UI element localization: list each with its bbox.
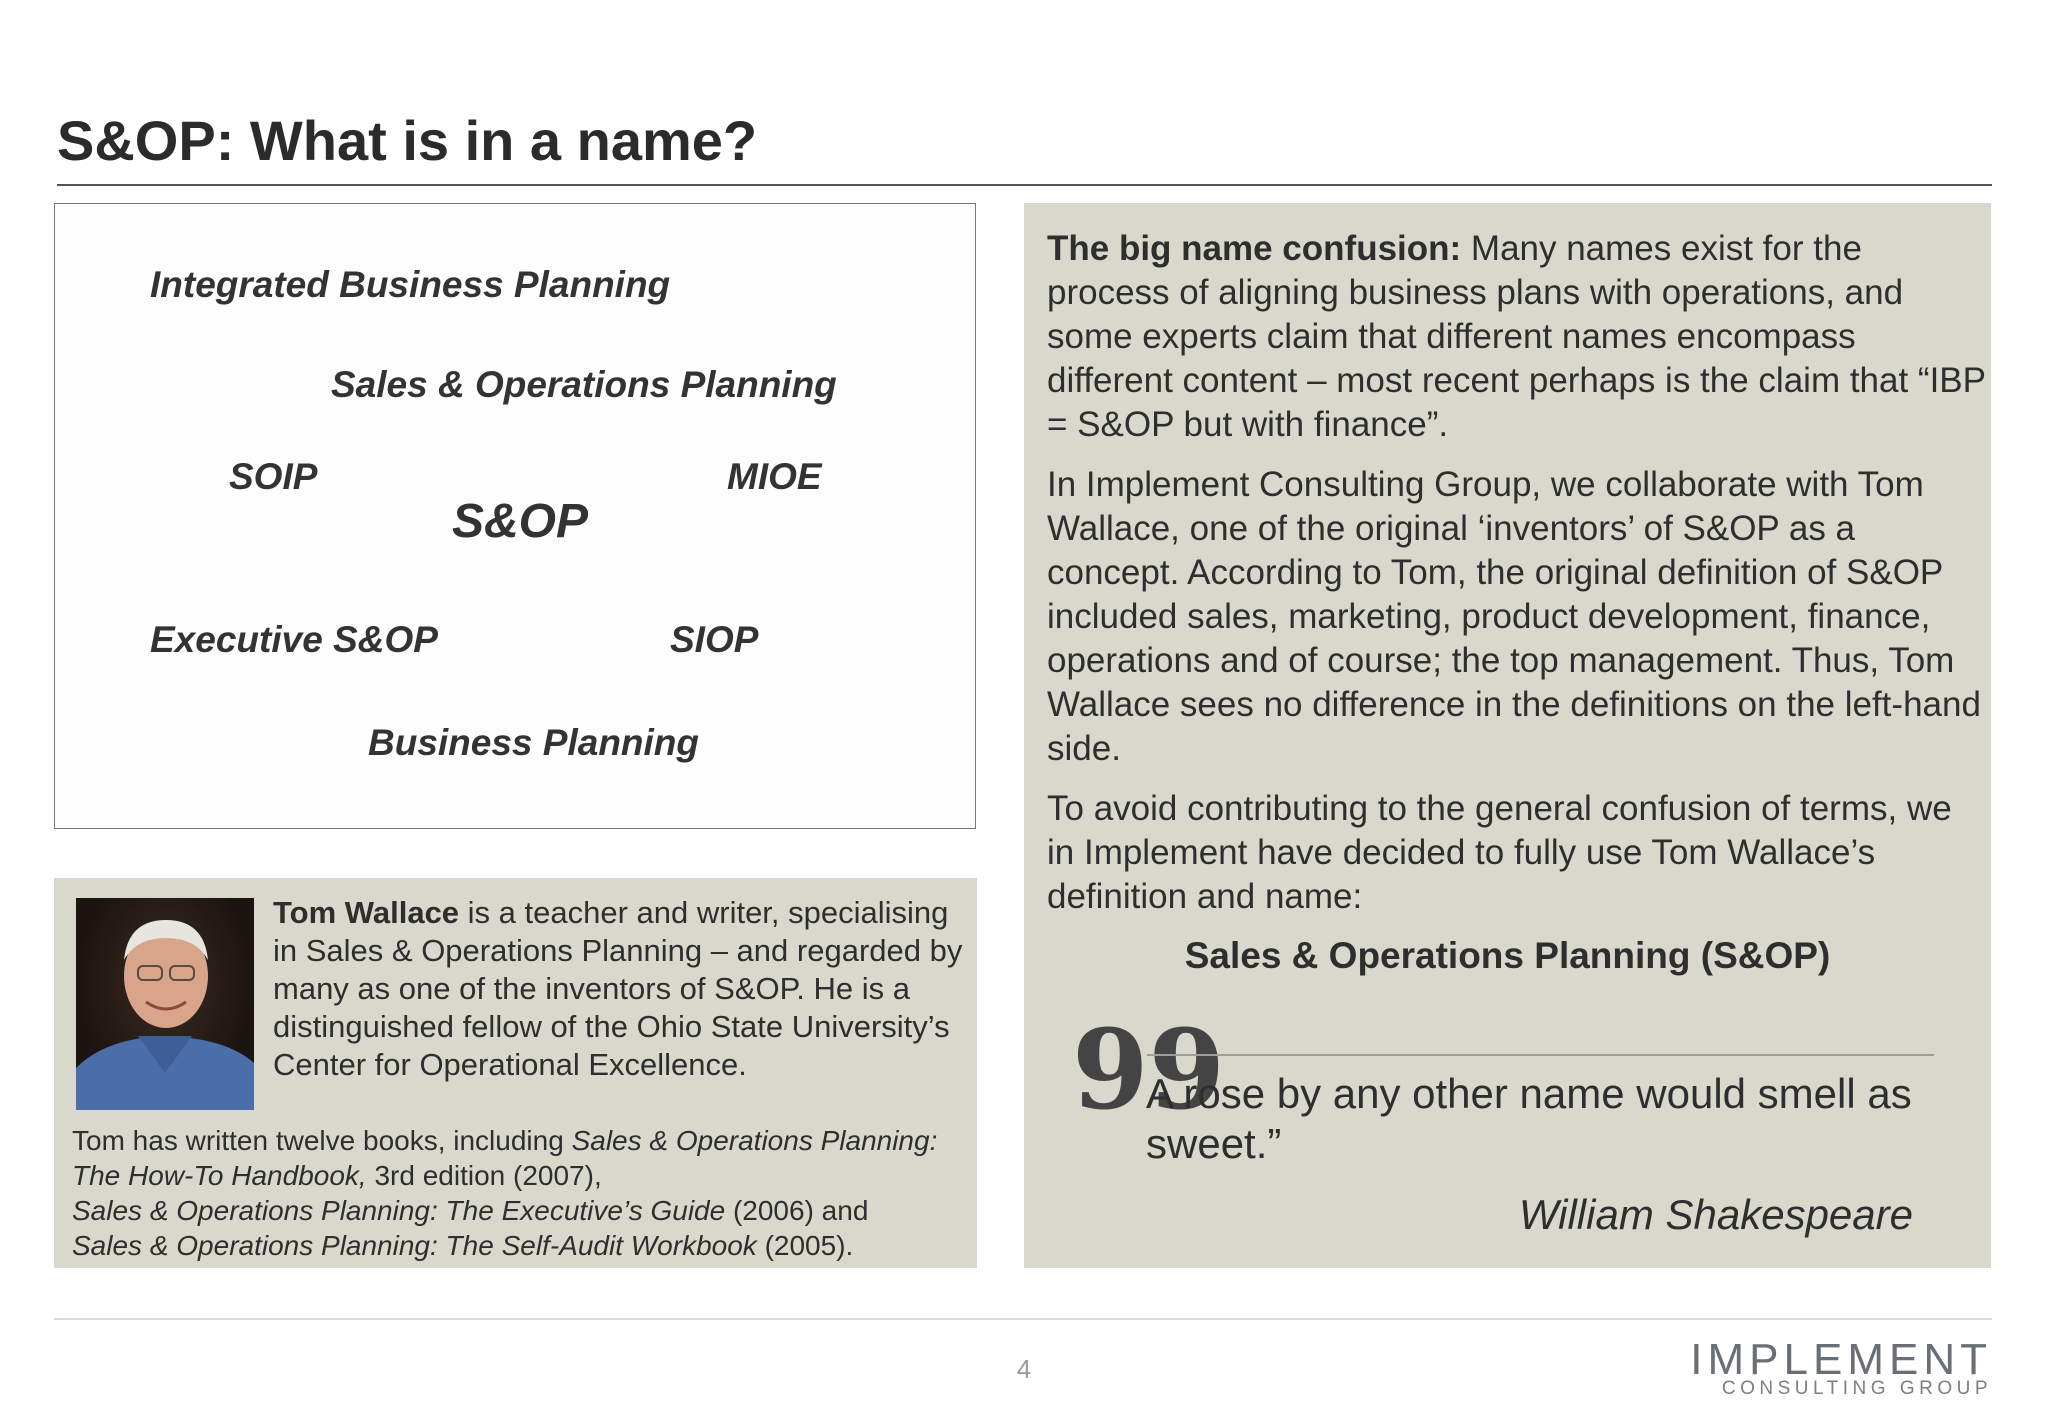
term-siop: SIOP	[670, 619, 759, 660]
paragraph-decision: To avoid contributing to the general confusion of terms, we in Implement have decided to fully use Tom Wallace’s definition and name:	[1047, 789, 1952, 916]
paragraph-collaboration: In Implement Consulting Group, we collaborate with Tom Wallace, one of the original ‘inventors’ of S&OP as a concept. According to Tom, the original definition of S&OP included sales, marketing, product development, finance, operations and of course; the top management. Thus, Tom Wallace sees no difference in the definitions on the left-hand side.	[1047, 465, 1981, 768]
bio-text: is a teacher and writer, specialising in Sales & Operations Planning – and regarded by many as one of the inventors of S&OP. He is a distinguished fellow of the Ohio State University’s Center for Operational Excellence.	[273, 895, 963, 1082]
quote-mark-icon: 99	[1072, 1005, 1226, 1134]
quote-divider	[1147, 1054, 1934, 1056]
paragraph-lead: The big name confusion:	[1047, 229, 1462, 268]
book-details: (2006) and	[725, 1195, 869, 1226]
company-logo-subtitle: CONSULTING GROUP	[1721, 1378, 1992, 1399]
book-title: Sales & Operations Planning: The Self-Audit Workbook	[72, 1230, 757, 1261]
bio-panel	[54, 878, 977, 1268]
term-soip: SOIP	[229, 456, 318, 497]
term-sop: S&OP	[452, 495, 589, 548]
person-icon	[76, 898, 254, 1110]
bio-description	[273, 894, 963, 1084]
slide-title: S&OP: What is in a name?	[57, 109, 758, 172]
book-details: 3rd edition (2007),	[366, 1160, 602, 1191]
page-number: 4	[1016, 1354, 1032, 1384]
sop-definition: Sales & Operations Planning (S&OP)	[1184, 935, 1831, 976]
title-divider	[57, 184, 1992, 186]
quote-text: A rose by any other name would smell as sweet.”	[1146, 1070, 1912, 1167]
term-integrated-business-planning: Integrated Business Planning	[150, 264, 671, 305]
paragraph-text: Many names exist for the process of aligning business plans with operations, and some experts claim that different names encompass different content – most recent perhaps is the claim that “IBP = S&OP but with finance”.	[1047, 229, 1986, 444]
term-business-planning: Business Planning	[368, 722, 700, 763]
quote-author: William Shakespeare	[1518, 1191, 1913, 1238]
term-sales-operations-planning: Sales & Operations Planning	[331, 364, 837, 405]
paragraph-confusion	[1047, 227, 1987, 447]
bio-name: Tom Wallace	[273, 895, 460, 930]
book-title: Sales & Operations Planning: The How-To Handbook,	[72, 1125, 938, 1191]
book-details: (2005).	[756, 1230, 854, 1261]
books-list	[72, 1123, 972, 1263]
book-title: Sales & Operations Planning: The Executive’s Guide	[72, 1195, 726, 1226]
term-executive-sop: Executive S&OP	[150, 619, 438, 660]
portrait-photo	[76, 898, 254, 1110]
term-mioe: MIOE	[727, 456, 822, 497]
names-panel	[54, 203, 976, 829]
books-intro: Tom has written twelve books, including	[72, 1125, 572, 1156]
footer-divider	[54, 1318, 1992, 1320]
company-logo: IMPLEMENT	[1690, 1335, 1992, 1384]
explanation-panel	[1024, 203, 1991, 1268]
